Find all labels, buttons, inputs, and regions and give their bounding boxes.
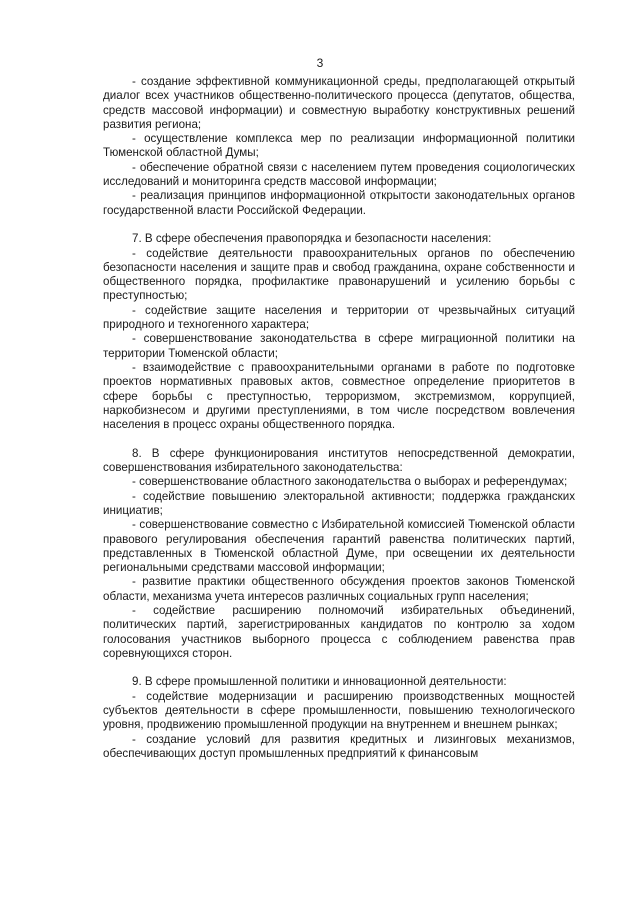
list-item: - развитие практики общественного обсуждения проектов законов Тюменской области, механизма учета интересов различных социальных групп населения; [103,575,575,603]
list-item: - создание эффективной коммуникационной среды, предполагающей открытый диалог всех участников общественно-политического процесса (депутатов, общества, средств массовой информации) и совместную выработку конструктивных решений развития региона; [103,75,575,131]
list-item: - совершенствование совместно с Избирательной комиссией Тюменской области правового регулирования обеспечения гарантий равенства политических партий, представленных в Тюменской областной Думе, при освещении их деятельности региональными средствами массовой информации; [103,518,575,575]
section-heading-9: 9. В сфере промышленной политики и инновационной деятельности: [132,675,507,689]
document-body [103,75,575,761]
section-gap [103,432,575,446]
section-heading-7: 7. В сфере обеспечения правопорядка и безопасности населения: [132,232,492,246]
list-item: - взаимодействие с правоохранительными органами в работе по подготовке проектов нормативных правовых актов, совместное определение приоритетов в сфере борьбы с преступностью, терроризмом, экстремизмом, коррупцией, наркобизнесом и другими преступлениями, в том числе посредством вовлечения населения в процесс охраны общественного порядка. [103,360,575,432]
list-item: - совершенствование законодательства в сфере миграционной политики на территории Тюменской области; [103,332,575,360]
list-item: - содействие расширению полномочий избирательных объединений, политических партий, зарегистрированных кандидатов по контролю за ходом голосования участников выборного процесса с соблюдением равенства прав соревнующихся сторон. [103,603,575,660]
list-item: - осуществление комплекса мер по реализации информационной политики Тюменской областной Думы; [103,132,575,160]
section-heading-8: 8. В сфере функционирования институтов непосредственной демократии, совершенствования избирательного законодательства: [103,446,575,475]
list-item: - обеспечение обратной связи с населением путем проведения социологических исследований и мониторинга средств массовой информации; [103,160,575,189]
list-item: - содействие деятельности правоохранительных органов по обеспечению безопасности населения и защите прав и свобод гражданина, охране собственности и общественного порядка, профилактике правонарушений и усилению борьбы с преступностью; [103,246,575,303]
list-item: - создание условий для развития кредитных и лизинговых механизмов, обеспечивающих доступ промышленных предприятий к финансовым [103,732,575,760]
list-item: - содействие повышению электоральной активности; поддержка гражданских инициатив; [103,489,575,517]
section-gap [103,218,575,232]
list-item: - совершенствование областного законодательства о выборах и референдумах; [132,475,568,489]
list-item: - содействие модернизации и расширению производственных мощностей субъектов деятельности в сфере промышленности, повышению технологического уровня, продвижению промышленной продукции на внутреннем и внешнем рынках; [103,689,575,732]
section-gap [103,661,575,675]
list-item: - содействие защите населения и территории от чрезвычайных ситуаций природного и техногенного характера; [103,303,575,332]
page-number: 3 [316,56,324,70]
list-item: - реализация принципов информационной открытости законодательных органов государственной власти Российской Федерации. [103,189,575,217]
